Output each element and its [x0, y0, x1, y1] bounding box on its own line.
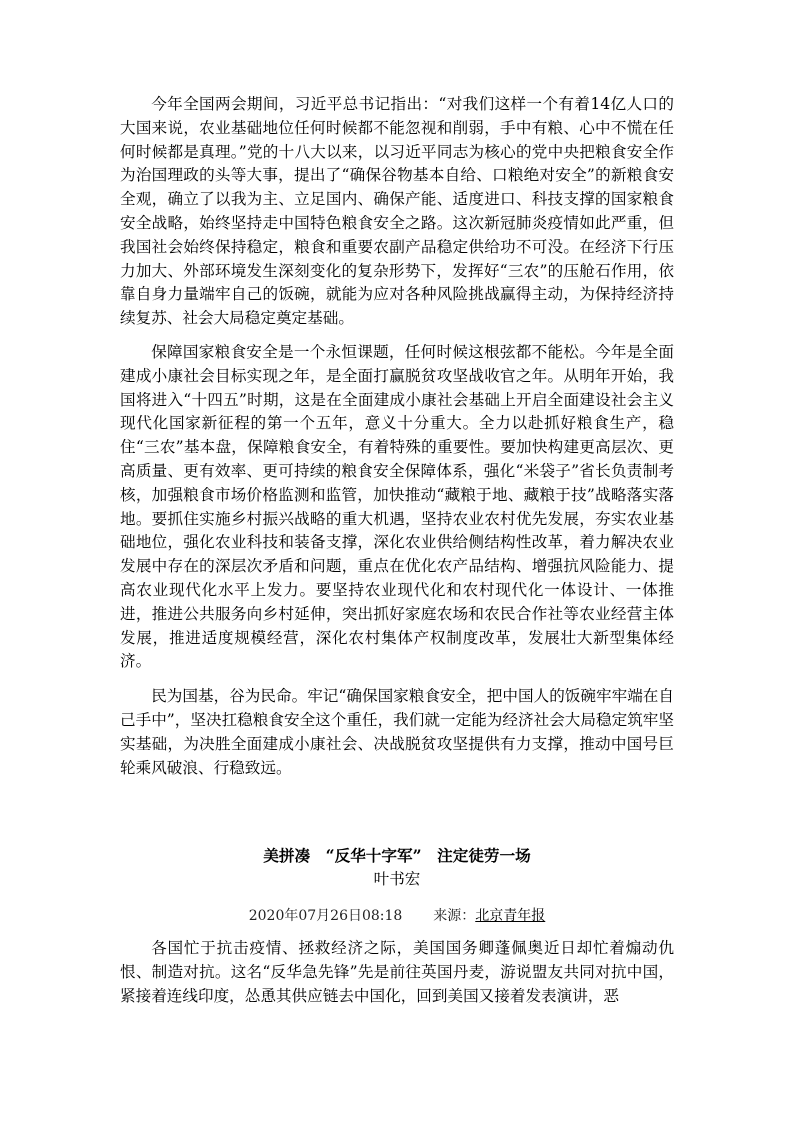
article-2-headline: 美拼凑 “反华十字军” 注定徒劳一场 — [263, 846, 531, 865]
article-1-paragraph-1: 今年全国两会期间，习近平总书记指出：“对我们这样一个有着14亿人口的大国来说，农业基础地位任何时候都不能忽视和削弱，手中有粮、心中不慌在任何时候都是真理。”党的十八大以来，以习近平同志为核心的党中央把粮食安全作为治国理政的头等大事，提出了“确保谷物基本自给、口粮绝对安全”的新粮食安全观，确立了以我为主、立足国内、确保产能、适度进口、科技支撑的国家粮食安全战略，始终坚持走中国特色粮食安全之路。这次新冠肺炎疫情如此严重，但我国社会始终保持稳定，粮食和重要农副产品稳定供给功不可没。在经济下行压力加大、外部环境发生深刻变化的复杂形势下，发挥好“三农”的压舱石作用，依靠自身力量端牢自己的饭碗，就能为应对各种风险挑战赢得主动，为保持经济持续复苏、社会大局稳定奠定基础。 — [120, 95, 674, 328]
article-2-source-label: 来源： — [433, 908, 476, 924]
article-2-paragraph-1: 各国忙于抗击疫情、拯救经济之际，美国国务卿蓬佩奥近日却忙着煽动仇恨、制造对抗。这名“反华急先锋”先是前往英国丹麦，游说盟友共同对抗中国，紧接着连线印度，怂恿其供应链去中国化，回到美国又接着发表演讲，恶 — [120, 939, 674, 1005]
article-2-source-link[interactable]: 北京青年报 — [475, 908, 546, 924]
article-2-datetime: 2020年07月26日08:18 — [248, 908, 403, 924]
article-2-body — [120, 937, 674, 1008]
article-1 — [120, 93, 674, 780]
article-1-paragraph-3: 民为国基，谷为民命。牢记“确保国家粮食安全，把中国人的饭碗牢牢端在自己手中”，坚决扛稳粮食安全这个重任，我们就一定能为经济社会大局稳定筑牢坚实基础，为决胜全面建成小康社会、决战脱贫攻坚提供有力支撑，推动中国号巨轮乘风破浪、行稳致远。 — [120, 687, 674, 777]
article-2-meta — [0, 906, 794, 926]
article-2-author: 叶书宏 — [373, 870, 421, 888]
article-1-paragraph-2: 保障国家粮食安全是一个永恒课题，任何时候这根弦都不能松。今年是全面建成小康社会目标实现之年，是全面打赢脱贫攻坚战收官之年。从明年开始，我国将进入“十四五”时期，这是在全面建成小康社会基础上开启全面建设社会主义现代化国家新征程的第一个五年，意义十分重大。全力以赴抓好粮食生产，稳住“三农”基本盘，保障粮食安全，有着特殊的重要性。要加快构建更高层次、更高质量、更有效率、更可持续的粮食安全保障体系，强化“米袋子”省长负责制考核，加强粮食市场价格监测和监管，加快推动“藏粮于地、藏粮于技”战略落实落地。要抓住实施乡村振兴战略的重大机遇，坚持农业农村优先发展，夯实农业基础地位，强化农业科技和装备支撑，深化农业供给侧结构性改革，着力解决农业发展中存在的深层次矛盾和问题，重点在优化农产品结构、增强抗风险能力、提高农业现代化水平上发力。要坚持农业现代化和农村现代化一体设计、一体推进，推进公共服务向乡村延伸，突出抓好家庭农场和农民合作社等农业经营主体发展，推进适度规模经营，深化农村集体产权制度改革，发展壮大新型集体经济。 — [120, 342, 674, 671]
